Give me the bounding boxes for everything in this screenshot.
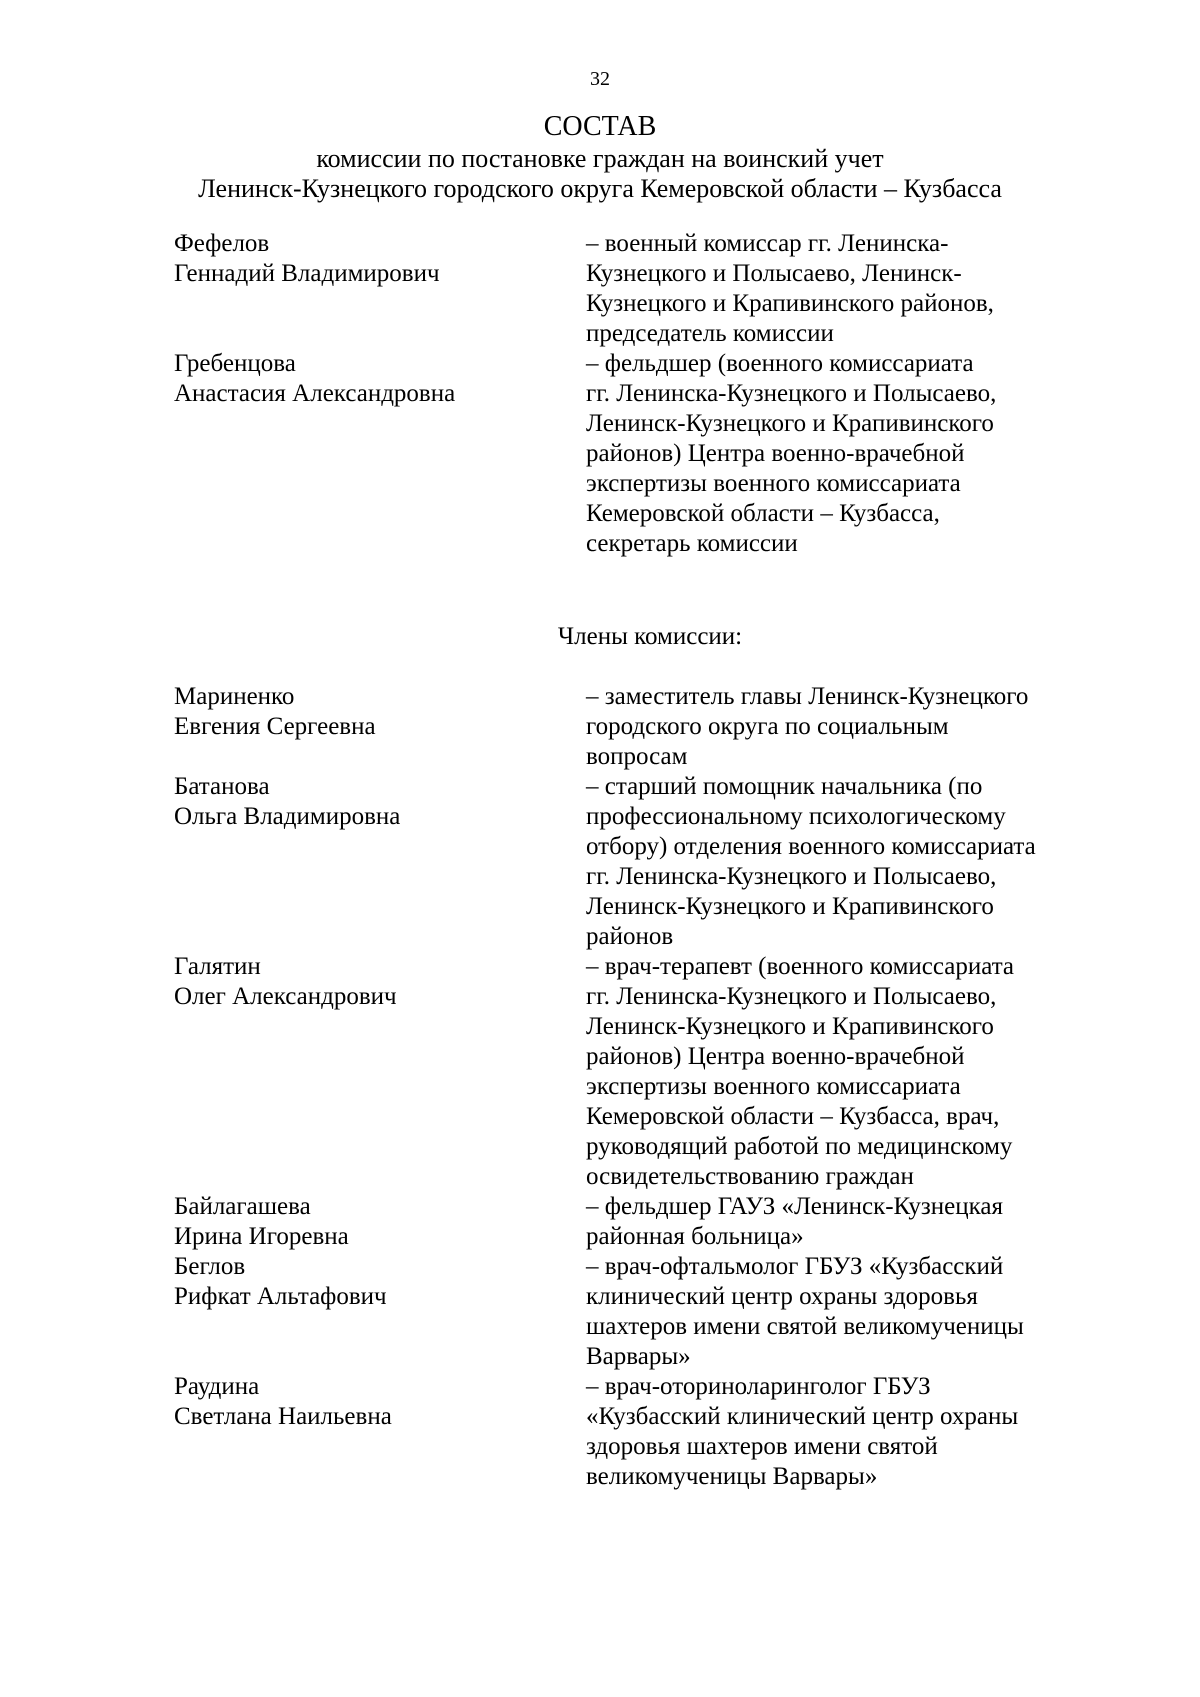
person-name: [0, 349, 586, 559]
person-surname: Фефелов: [174, 230, 270, 257]
role-line: – врач-оториноларинголог ГБУЗ: [586, 1373, 931, 1400]
person-given-names: Ирина Игоревна: [174, 1223, 349, 1250]
person-entry: [0, 772, 1200, 952]
document-header: [0, 110, 1200, 204]
person-given-names: Анастасия Александровна: [174, 380, 456, 407]
person-entry: [0, 952, 1200, 1192]
members-heading: Члены комиссии:: [557, 623, 743, 650]
role-line: гг. Ленинска-Кузнецкого и Полысаево,: [586, 983, 997, 1010]
role-line: руководящий работой по медицинскому: [586, 1133, 1013, 1160]
role-line: Кузнецкого и Полысаево, Ленинск-: [586, 260, 962, 287]
person-name: [0, 1252, 586, 1372]
person-role: [586, 229, 1126, 349]
person-role: [586, 349, 1126, 559]
role-line: – врач-офтальмолог ГБУЗ «Кузбасский: [586, 1253, 1004, 1280]
person-name: [0, 1192, 586, 1252]
person-surname: Галятин: [174, 953, 261, 980]
role-line: «Кузбасский клинический центр охраны: [586, 1403, 1019, 1430]
person-entry: [0, 1252, 1200, 1372]
person-surname: Гребенцова: [174, 350, 296, 377]
role-line: Ленинск-Кузнецкого и Крапивинского: [586, 893, 994, 920]
role-line: районная больница»: [586, 1223, 804, 1250]
person-given-names: Геннадий Владимирович: [174, 260, 440, 287]
role-line: городского округа по социальным: [586, 713, 949, 740]
role-line: гг. Ленинска-Кузнецкого и Полысаево,: [586, 863, 997, 890]
document-subtitle-line-2: Ленинск-Кузнецкого городского округа Кемеровской области – Кузбасса: [198, 174, 1002, 203]
role-line: Ленинск-Кузнецкого и Крапивинского: [586, 1013, 994, 1040]
role-line: Кемеровской области – Кузбасса, врач,: [586, 1103, 1000, 1130]
role-line: Ленинск-Кузнецкого и Крапивинского: [586, 410, 994, 437]
person-given-names: Светлана Наильевна: [174, 1403, 392, 1430]
role-line: секретарь комиссии: [586, 530, 798, 557]
person-role: [586, 682, 1126, 772]
role-line: – фельдшер ГАУЗ «Ленинск-Кузнецкая: [586, 1193, 1003, 1220]
role-line: Варвары»: [586, 1343, 691, 1370]
role-line: Кемеровской области – Кузбасса,: [586, 500, 940, 527]
document-subtitle-line-1: комиссии по постановке граждан на воинский учет: [316, 144, 884, 173]
person-entry: [0, 1192, 1200, 1252]
person-name: [0, 682, 586, 772]
person-name: [0, 952, 586, 1192]
person-entry: [0, 1372, 1200, 1492]
role-line: – старший помощник начальника (по: [586, 773, 983, 800]
person-name: [0, 1372, 586, 1492]
role-line: вопросам: [586, 743, 688, 770]
person-entry: [0, 229, 1200, 349]
role-line: районов) Центра военно-врачебной: [586, 1043, 965, 1070]
person-given-names: Евгения Сергеевна: [174, 713, 376, 740]
role-line: – заместитель главы Ленинск-Кузнецкого: [586, 683, 1029, 710]
person-role: [586, 1192, 1126, 1252]
person-surname: Байлагашева: [174, 1193, 311, 1220]
person-role: [586, 1372, 1126, 1492]
person-surname: Раудина: [174, 1373, 260, 1400]
role-line: клинический центр охраны здоровья: [586, 1283, 978, 1310]
role-line: председатель комиссии: [586, 320, 834, 347]
role-line: шахтеров имени святой великомученицы: [586, 1313, 1024, 1340]
role-line: районов: [586, 923, 674, 950]
role-line: – военный комиссар гг. Ленинска-: [586, 230, 949, 257]
role-line: экспертизы военного комиссариата: [586, 1073, 961, 1100]
document-title: СОСТАВ: [543, 111, 657, 142]
person-name: [0, 772, 586, 952]
person-role: [586, 952, 1126, 1192]
role-line: районов) Центра военно-врачебной: [586, 440, 965, 467]
person-given-names: Олег Александрович: [174, 983, 397, 1010]
role-line: здоровья шахтеров имени святой: [586, 1433, 938, 1460]
leadership-list: [0, 229, 1200, 559]
page-number: 32: [590, 68, 610, 90]
person-name: [0, 229, 586, 349]
role-line: гг. Ленинска-Кузнецкого и Полысаево,: [586, 380, 997, 407]
person-given-names: Ольга Владимировна: [174, 803, 401, 830]
role-line: освидетельствованию граждан: [586, 1163, 914, 1190]
person-surname: Батанова: [174, 773, 270, 800]
role-line: – врач-терапевт (военного комиссариата: [586, 953, 1015, 980]
role-line: профессиональному психологическому: [586, 803, 1006, 830]
members-list: [0, 682, 1200, 1492]
role-line: Кузнецкого и Крапивинского районов,: [586, 290, 994, 317]
person-entry: [0, 682, 1200, 772]
role-line: отбору) отделения военного комиссариата: [586, 833, 1036, 860]
role-line: экспертизы военного комиссариата: [586, 470, 961, 497]
person-role: [586, 772, 1126, 952]
role-line: – фельдшер (военного комиссариата: [586, 350, 974, 377]
person-surname: Мариненко: [174, 683, 295, 710]
person-surname: Беглов: [174, 1253, 246, 1280]
person-role: [586, 1252, 1126, 1372]
person-entry: [0, 349, 1200, 559]
role-line: великомученицы Варвары»: [586, 1463, 878, 1490]
person-given-names: Рифкат Альтафович: [174, 1283, 387, 1310]
